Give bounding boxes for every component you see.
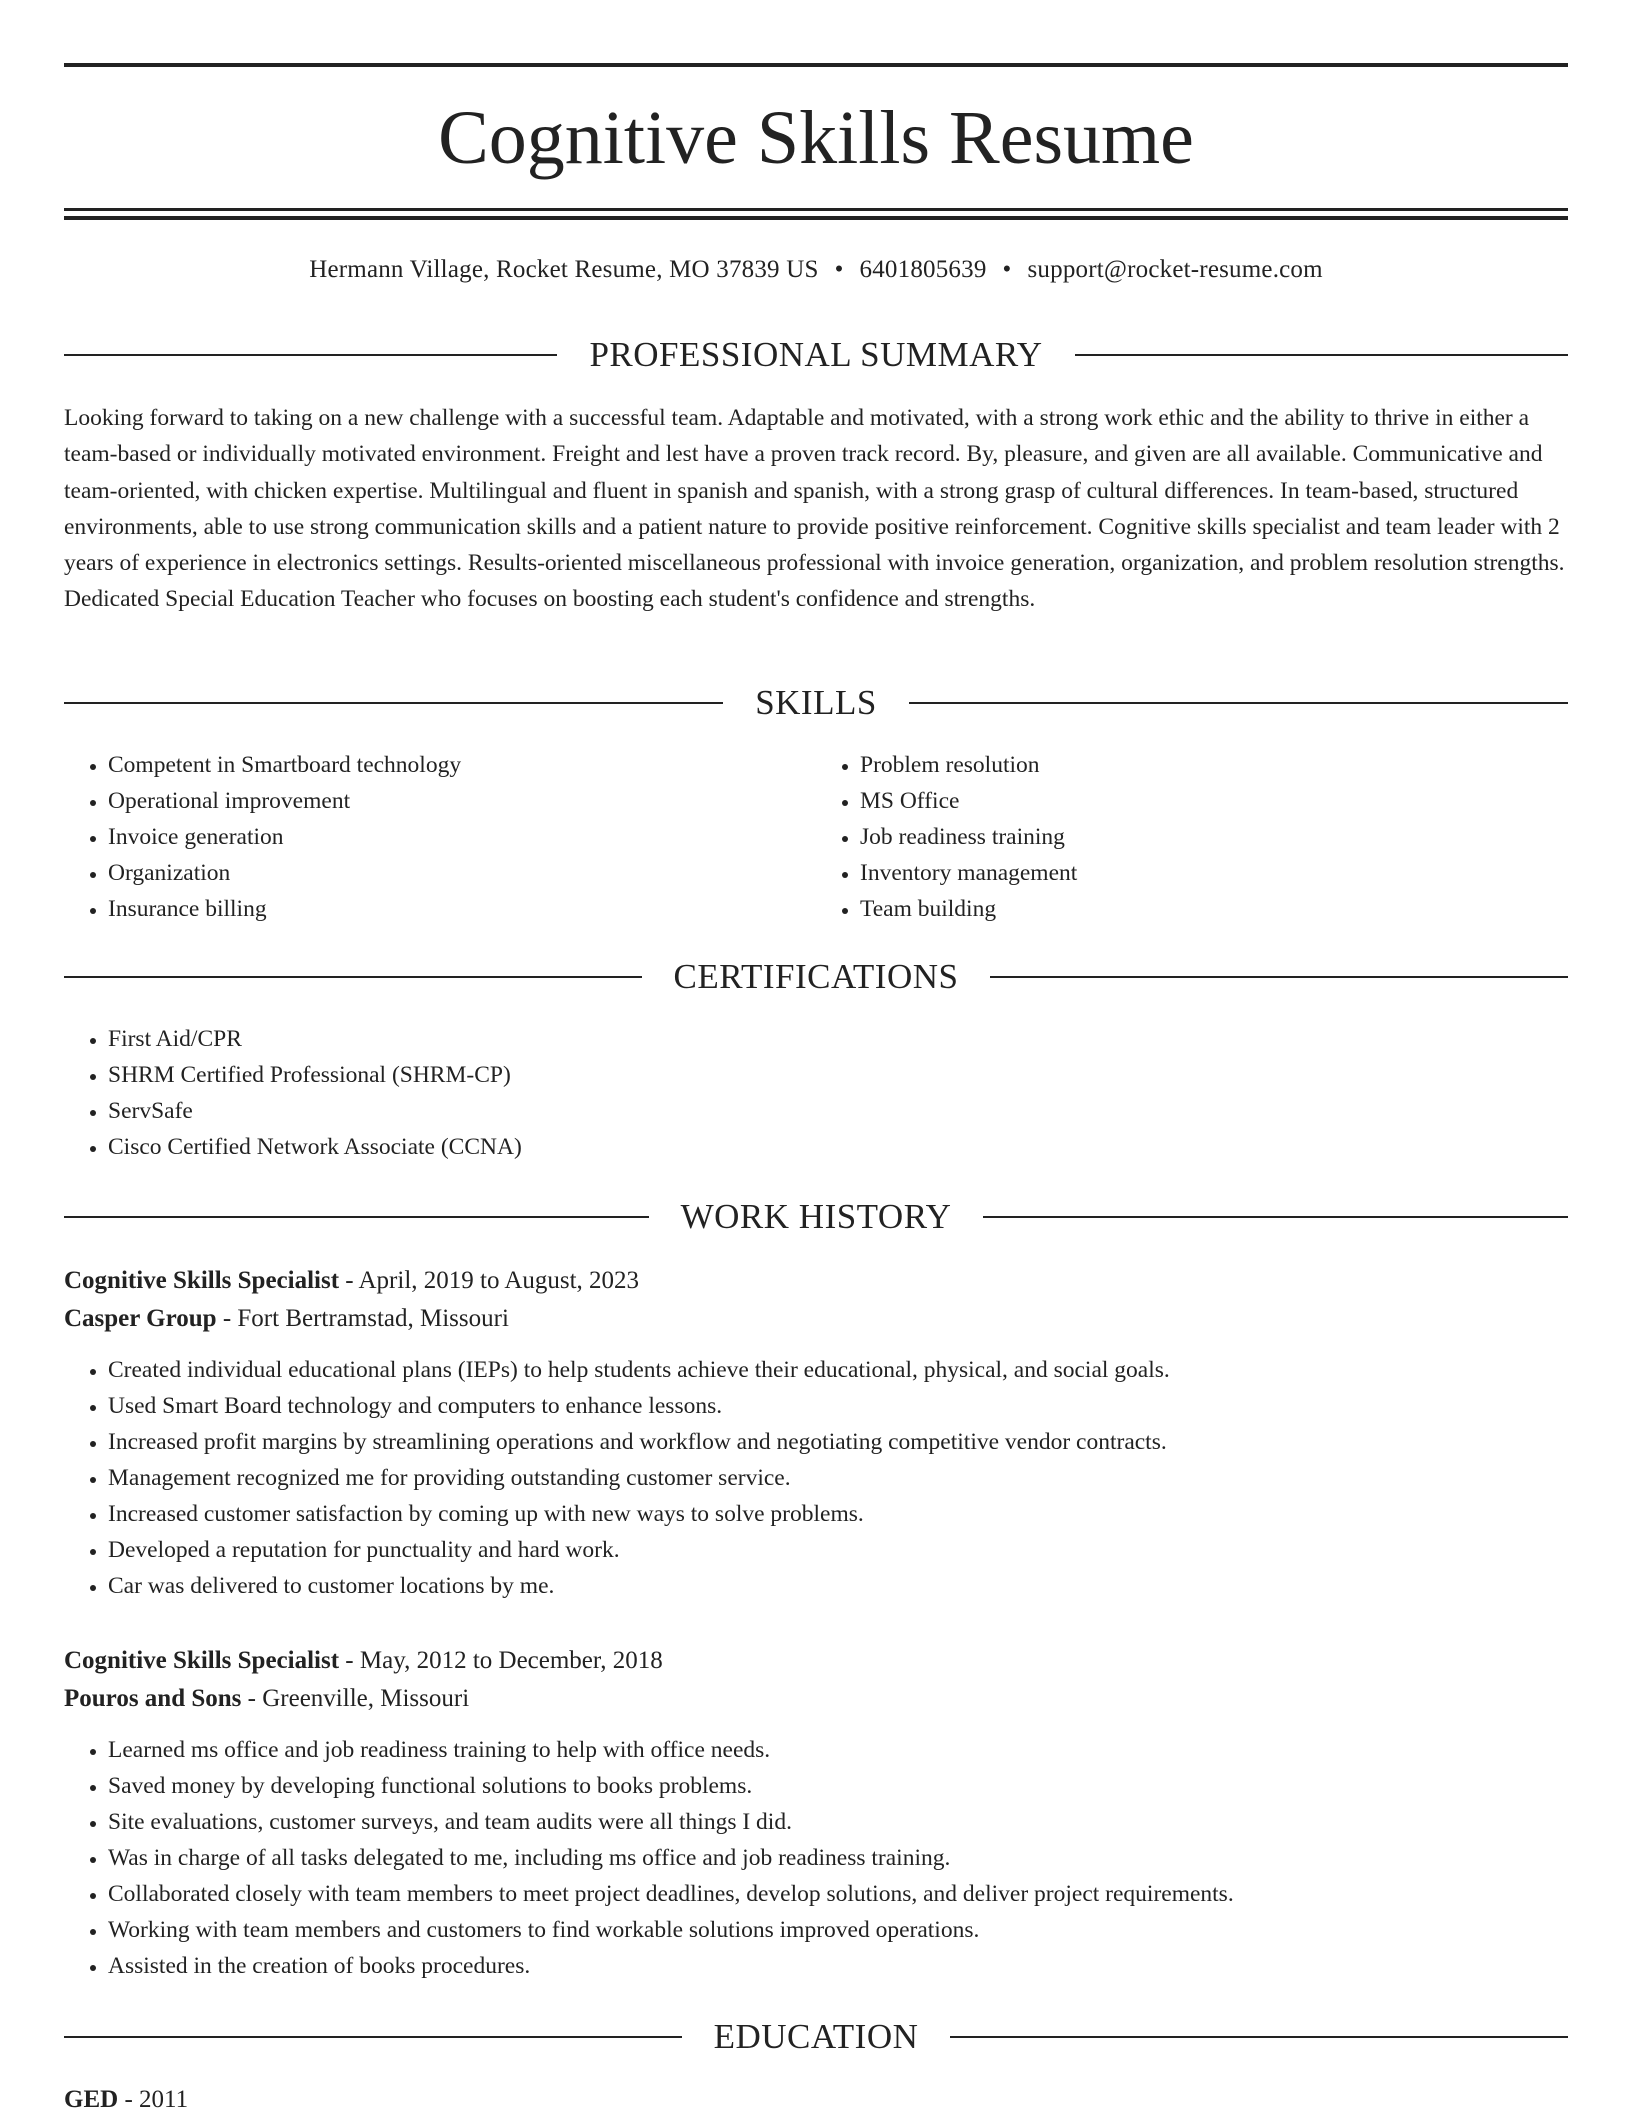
skills-list-right	[816, 747, 1568, 927]
job-location: - Greenville, Missouri	[241, 1685, 470, 1712]
title-top-rule	[64, 63, 1568, 67]
heading-label: SKILLS	[755, 683, 877, 722]
certification-item: • First Aid/CPR	[108, 1021, 1568, 1057]
job-company: Casper Group	[64, 1305, 217, 1332]
job-bullet: • Increased customer satisfaction by coming up with new ways to solve problems.	[108, 1496, 1568, 1532]
summary-text: Looking forward to taking on a new challenge with a successful team. Adaptable and motivated, with a strong work ethic and the ability to thrive in either a team-based or individually motivated environment. Freight and lest have a proven track record. By, pleasure, and given are all available. Communicative and team-oriented, with chicken expertise. Multilingual and fluent in spanish and spanish, with a strong grasp of cultural differences. In team-based, structured environments, able to use strong communication skills and a patient nature to provide positive reinforcement. Cognitive skills specialist and team leader with 2 years of experience in electronics settings. Results-oriented miscellaneous professional with invoice generation, organization, and problem resolution strengths. Dedicated Special Education Teacher who focuses on boosting each student's confidence and strengths.	[64, 405, 1565, 613]
contact-line	[64, 252, 1568, 288]
job-bullet: • Working with team members and customers to find workable solutions improved operations.	[108, 1912, 1568, 1948]
skills-columns	[64, 747, 1568, 927]
section-heading-skills	[64, 681, 1568, 725]
heading-rule	[64, 354, 557, 356]
job-bullet: • Was in charge of all tasks delegated to me, including ms office and job readiness training.	[108, 1840, 1568, 1876]
certification-item: • ServSafe	[108, 1093, 1568, 1129]
skill-item: • Job readiness training	[860, 819, 1568, 855]
job-bullet: • Used Smart Board technology and computers to enhance lessons.	[108, 1388, 1568, 1424]
heading-label: WORK HISTORY	[680, 1197, 952, 1236]
skill-item: • Organization	[108, 855, 816, 891]
job-title-line	[64, 1262, 1568, 1300]
section-heading-certifications	[64, 955, 1568, 999]
job-company-line	[64, 1680, 1568, 1718]
job-bullet: • Car was delivered to customer locations by me.	[108, 1568, 1568, 1604]
certification-item: • SHRM Certified Professional (SHRM-CP)	[108, 1057, 1568, 1093]
contact-address: Hermann Village, Rocket Resume, MO 37839 US	[309, 256, 819, 283]
section-heading-summary	[64, 333, 1568, 377]
skill-item: • Insurance billing	[108, 891, 816, 927]
heading-rule	[983, 1216, 1568, 1218]
heading-rule	[1075, 354, 1568, 356]
heading-rule	[64, 702, 723, 704]
job-bullet: • Learned ms office and job readiness training to help with office needs.	[108, 1732, 1568, 1768]
job-title-line	[64, 1642, 1568, 1680]
job-bullet: • Management recognized me for providing outstanding customer service.	[108, 1460, 1568, 1496]
job-company-line	[64, 1300, 1568, 1338]
section-heading-work-history	[64, 1195, 1568, 1239]
job-company: Pouros and Sons	[64, 1685, 242, 1712]
certifications-list	[64, 1021, 1568, 1165]
page-title: Cognitive Skills Resume	[438, 96, 1194, 180]
job-bullet: • Developed a reputation for punctuality and hard work.	[108, 1532, 1568, 1568]
certification-item: • Cisco Certified Network Associate (CCNA)	[108, 1129, 1568, 1165]
heading-rule	[64, 2036, 682, 2038]
job-bullet: • Saved money by developing functional solutions to books problems.	[108, 1768, 1568, 1804]
education-entry	[64, 2082, 188, 2118]
skill-item: • Inventory management	[860, 855, 1568, 891]
heading-rule	[64, 976, 642, 978]
job-title: Cognitive Skills Specialist	[64, 1647, 340, 1674]
heading-rule	[990, 976, 1568, 978]
skill-item: • Problem resolution	[860, 747, 1568, 783]
heading-rule	[950, 2036, 1568, 2038]
job-bullet: • Created individual educational plans (IEPs) to help students achieve their educational, physical, and social goals.	[108, 1352, 1568, 1388]
skill-item: • Invoice generation	[108, 819, 816, 855]
job-bullet: • Assisted in the creation of books procedures.	[108, 1948, 1568, 1984]
education-year: - 2011	[118, 2086, 189, 2113]
job-bullet: • Increased profit margins by streamlining operations and workflow and negotiating competitive vendor contracts.	[108, 1424, 1568, 1460]
heading-rule	[64, 1216, 649, 1218]
skills-list-left	[64, 747, 816, 927]
title-bottom-double-rule	[64, 208, 1568, 220]
job-title: Cognitive Skills Specialist	[64, 1267, 340, 1294]
job-bullets	[64, 1352, 1568, 1604]
job-dates: - May, 2012 to December, 2018	[339, 1647, 663, 1674]
job-bullet: • Site evaluations, customer surveys, and team audits were all things I did.	[108, 1804, 1568, 1840]
job-bullets	[64, 1732, 1568, 1984]
skill-item: • Operational improvement	[108, 783, 816, 819]
job-dates: - April, 2019 to August, 2023	[339, 1267, 640, 1294]
heading-label: CERTIFICATIONS	[673, 957, 959, 996]
job-location: - Fort Bertramstad, Missouri	[216, 1305, 509, 1332]
heading-label: PROFESSIONAL SUMMARY	[589, 335, 1043, 374]
skill-item: • MS Office	[860, 783, 1568, 819]
contact-separator: •	[1002, 256, 1012, 283]
job-bullet: • Collaborated closely with team members to meet project deadlines, develop solutions, and deliver project requirements.	[108, 1876, 1568, 1912]
job-entry	[64, 1262, 1568, 1604]
skill-item: • Team building	[860, 891, 1568, 927]
skill-item: • Competent in Smartboard technology	[108, 747, 816, 783]
contact-email: support@rocket-resume.com	[1027, 256, 1323, 283]
education-degree: GED	[64, 2086, 119, 2113]
section-heading-education	[64, 2015, 1568, 2059]
contact-phone: 6401805639	[859, 256, 987, 283]
job-entry	[64, 1642, 1568, 1984]
heading-rule	[909, 702, 1568, 704]
contact-separator: •	[834, 256, 844, 283]
heading-label: EDUCATION	[713, 2017, 919, 2056]
